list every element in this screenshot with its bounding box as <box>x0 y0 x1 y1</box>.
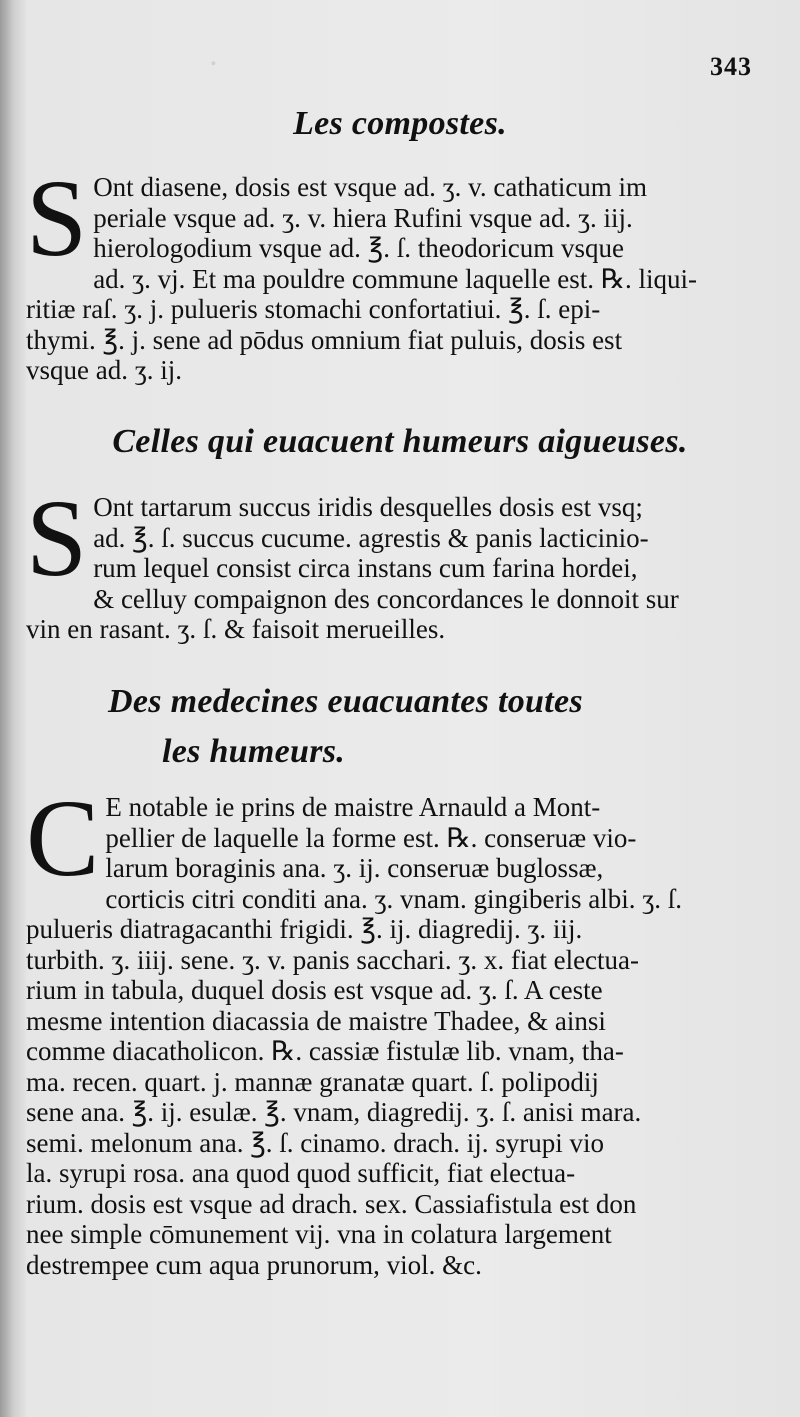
text-line: vin en rasant. ʒ. ſ. & faisoit merueilles. <box>26 614 446 644</box>
text-line: turbith. ʒ. iiij. sene. ʒ. v. panis sacchari. ʒ. x. fiat electua- <box>26 944 640 975</box>
text-line: rium. dosis est vsque ad drach. sex. Cassiafistula est don <box>26 1188 637 1219</box>
drop-cap: S <box>26 477 88 599</box>
text-line: comme diacatholicon. ℞. cassiæ fistulæ lib. vnam, tha- <box>26 1036 624 1066</box>
text-line: pellier de laquelle la forme est. ℞. conseruæ vio- <box>105 822 637 853</box>
text-line: ma. recen. quart. j. mannæ granatæ quart. ſ. polipodij <box>26 1066 599 1097</box>
text-line: rium in tabula, duquel dosis est vsque ad. ʒ. ſ. A ceste <box>26 975 603 1005</box>
paragraph-medecines <box>26 777 770 1280</box>
bleed-through-text: . <box>210 36 219 73</box>
drop-cap: C <box>26 777 100 899</box>
text-line: vsque ad. ʒ. ij. <box>26 355 182 385</box>
text-line: E notable ie prins de maistre Arnauld a Mont- <box>105 792 601 822</box>
text-line: ad. ℥. ſ. succus cucume. agrestis & panis lacticinio- <box>93 522 649 553</box>
section-title-compostes: Les compostes. <box>293 105 507 142</box>
text-line: Ont diasene, dosis est vsque ad. ʒ. v. cathaticum im <box>93 172 648 202</box>
text-line: ad. ʒ. vj. Et ma pouldre commune laquelle est. ℞. liqui- <box>93 263 697 294</box>
text-line: hierologodium vsque ad. ℥. ſ. theodoricum vsque <box>93 233 624 263</box>
text-line: mesme intention diacassia de maistre Thadee, & ainsi <box>26 1005 606 1036</box>
page-number: 343 <box>710 52 752 81</box>
paragraph-aigueuses <box>26 477 770 645</box>
text-line: ritiæ raſ. ʒ. j. pulueris stomachi confortatiui. ℥. ſ. epi- <box>26 294 601 324</box>
text-line: & celluy compaignon des concordances le donnoit sur <box>93 583 679 614</box>
text-line: sene ana. ℥. ij. esulæ. ℥. vnam, diagredij. ʒ. ſ. anisi mara. <box>26 1097 642 1127</box>
text-line: larum boraginis ana. ʒ. ij. conseruæ buglossæ, <box>105 853 604 883</box>
text-line: rum lequel consist circa instans cum farina hordei, <box>93 553 638 583</box>
text-line: pulueris diatragacanthi frigidi. ℥. ij. diagredij. ʒ. iij. <box>26 914 583 944</box>
section-title-medecines-line2: les humeurs. <box>162 733 346 770</box>
text-line: thymi. ℥. j. sene ad pōdus omnium fiat puluis, dosis est <box>26 324 623 355</box>
text-line: destrempee cum aqua prunorum, viol. &c. <box>26 1249 482 1280</box>
text-line: nee simple cōmunement vij. vna in colatura largement <box>26 1219 612 1249</box>
text-line: la. syrupi rosa. ana quod quod sufficit, fiat electua- <box>26 1158 576 1188</box>
section-title-aigueuses: Celles qui euacuent humeurs aigueuses. <box>112 423 688 460</box>
text-line: semi. melonum ana. ℥. ſ. cinamo. drach. ij. syrupi vio <box>26 1127 604 1158</box>
section-title-medecines-line1: Des medecines euacuantes toutes <box>108 683 583 720</box>
text-line: Ont tartarum succus iridis desquelles dosis est vsq; <box>93 492 643 522</box>
text-line: periale vsque ad. ʒ. v. hiera Rufini vsque ad. ʒ. iij. <box>93 202 633 233</box>
paragraph-compostes <box>26 157 770 386</box>
text-line: corticis citri conditi ana. ʒ. vnam. gingiberis albi. ʒ. ſ. <box>105 883 682 914</box>
drop-cap: S <box>26 157 88 279</box>
